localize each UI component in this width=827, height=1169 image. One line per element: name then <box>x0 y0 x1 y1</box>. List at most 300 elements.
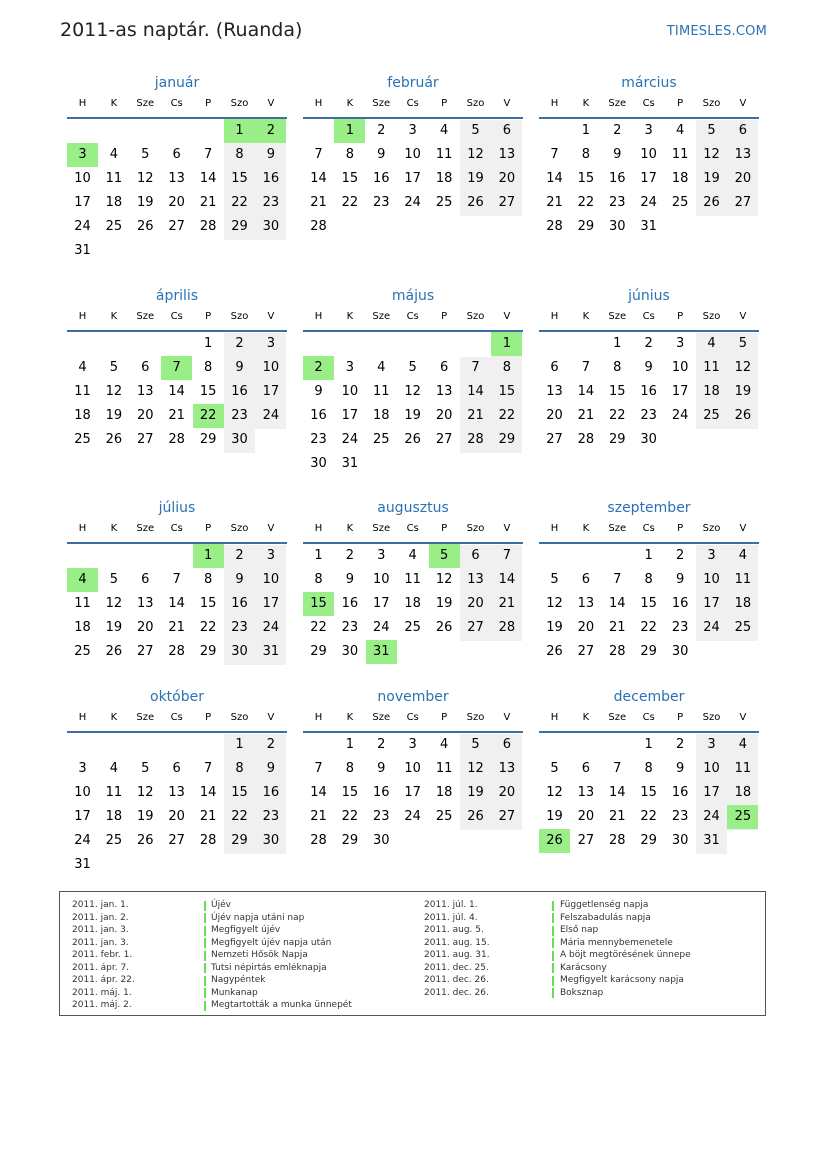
day-cell: 5 <box>471 737 480 752</box>
day-cell: 28 <box>609 833 626 848</box>
day-cell: 20 <box>498 785 516 800</box>
day-cell: 29 <box>199 432 217 447</box>
weekday-label: V <box>267 98 275 109</box>
weekday-label: Sze <box>372 712 391 723</box>
day-cell: 3 <box>345 360 355 375</box>
day-cell: 24 <box>74 219 91 234</box>
day-cell: 25 <box>734 620 752 635</box>
day-cell: 19 <box>137 809 154 824</box>
day-cell: 30 <box>373 833 390 848</box>
day-cell: 3 <box>78 761 87 776</box>
legend-date: 2011. jan. 1. <box>72 900 129 910</box>
day-cell: 13 <box>137 596 154 611</box>
day-cell: 10 <box>373 572 390 587</box>
legend-holiday-name: Újév napja utáni nap <box>211 912 305 923</box>
weekday-label: K <box>346 712 354 723</box>
weekday-label: H <box>550 311 559 322</box>
legend-holiday-name: Első nap <box>560 925 599 935</box>
weekday-label: K <box>582 523 590 534</box>
day-cell: 12 <box>546 596 563 611</box>
day-cell: 18 <box>703 384 720 399</box>
day-cell: 24 <box>703 809 720 824</box>
weekday-label: H <box>550 712 559 723</box>
day-cell: 22 <box>640 620 657 635</box>
day-cell: 2 <box>235 548 244 563</box>
day-cell: 23 <box>609 195 626 210</box>
weekday-label: V <box>267 712 275 723</box>
holiday-day-cell: 2 <box>303 356 334 380</box>
day-cell: 27 <box>168 833 185 848</box>
day-cell: 4 <box>109 761 119 776</box>
weekday-label: P <box>677 311 684 322</box>
day-cell: 1 <box>613 336 622 351</box>
day-cell: 22 <box>199 620 217 635</box>
day-cell: 13 <box>168 171 185 186</box>
weekday-label: K <box>110 98 118 109</box>
weekday-label: Sze <box>372 523 391 534</box>
day-cell: 3 <box>707 548 716 563</box>
day-cell: 9 <box>644 360 653 375</box>
weekday-label: H <box>550 523 559 534</box>
weekday-label: K <box>110 311 118 322</box>
page-title: 2011-as naptár. (Ruanda) <box>60 19 303 41</box>
weekday-label: Szo <box>466 98 485 109</box>
day-cell: 30 <box>231 644 248 659</box>
day-cell: 21 <box>609 620 626 635</box>
day-cell: 3 <box>408 123 417 138</box>
day-cell: 9 <box>675 761 685 776</box>
day-cell: 14 <box>168 384 185 399</box>
legend-marker <box>204 963 206 973</box>
day-cell: 31 <box>262 644 280 659</box>
weekday-label: V <box>267 523 275 534</box>
weekday-label: P <box>677 712 684 723</box>
day-cell: 29 <box>640 644 657 659</box>
day-cell: 10 <box>341 384 359 399</box>
day-cell: 19 <box>105 620 123 635</box>
day-cell: 30 <box>310 456 327 471</box>
day-cell: 12 <box>467 761 484 776</box>
day-cell: 22 <box>577 195 595 210</box>
day-cell: 29 <box>310 644 327 659</box>
day-cell: 13 <box>137 384 154 399</box>
day-cell: 14 <box>498 572 516 587</box>
day-cell: 30 <box>262 833 280 848</box>
day-cell: 17 <box>262 596 280 611</box>
day-cell: 26 <box>467 195 484 210</box>
weekday-label: Cs <box>170 523 183 534</box>
day-cell: 3 <box>707 737 716 752</box>
day-cell: 9 <box>675 572 685 587</box>
day-cell: 11 <box>734 572 752 587</box>
holiday-day-cell: 26 <box>539 829 570 853</box>
day-cell: 6 <box>172 761 181 776</box>
day-cell: 15 <box>341 785 359 800</box>
day-cell: 14 <box>310 785 327 800</box>
day-cell: 19 <box>734 384 752 399</box>
weekday-label: Sze <box>372 98 391 109</box>
holiday-day-cell: 25 <box>727 805 758 829</box>
legend-holiday-name: Megfigyelt újév napja után <box>211 937 332 948</box>
day-cell: 25 <box>435 809 453 824</box>
day-cell: 10 <box>74 171 91 186</box>
day-cell: 17 <box>404 171 421 186</box>
site-link[interactable]: TIMESLES.COM <box>666 24 767 39</box>
legend-holiday-name: Munkanap <box>211 987 258 998</box>
legend-marker <box>204 976 206 986</box>
weekday-label: P <box>205 311 212 322</box>
holiday-day-cell: 3 <box>67 143 98 167</box>
day-cell: 22 <box>609 408 626 423</box>
day-cell: 19 <box>105 408 123 423</box>
legend-marker <box>552 988 554 998</box>
day-cell: 28 <box>310 219 327 234</box>
weekday-label: Szo <box>702 523 721 534</box>
day-cell: 26 <box>435 620 453 635</box>
holiday-day-cell: 4 <box>67 568 98 592</box>
legend-holiday-name: Felszabadulás napja <box>560 912 651 923</box>
day-cell: 11 <box>74 384 91 399</box>
day-cell: 15 <box>609 384 626 399</box>
day-cell: 20 <box>137 408 154 423</box>
day-cell: 16 <box>262 171 280 186</box>
day-cell: 19 <box>467 171 484 186</box>
day-cell: 17 <box>74 809 91 824</box>
day-cell: 29 <box>341 833 359 848</box>
day-cell: 7 <box>471 360 480 375</box>
day-cell: 24 <box>262 408 280 423</box>
day-cell: 7 <box>203 761 213 776</box>
day-cell: 18 <box>74 620 91 635</box>
weekday-label: Sze <box>372 311 391 322</box>
day-cell: 28 <box>168 432 185 447</box>
weekday-label: Szo <box>230 523 249 534</box>
day-cell: 5 <box>109 572 119 587</box>
day-cell: 20 <box>577 620 595 635</box>
weekday-label: Szo <box>466 523 485 534</box>
month-name: május <box>391 288 435 304</box>
weekday-label: H <box>78 523 87 534</box>
day-cell: 7 <box>203 147 213 162</box>
month-name: augusztus <box>377 500 449 516</box>
holiday-day-cell: 1 <box>224 119 255 143</box>
day-cell: 15 <box>577 171 595 186</box>
day-cell: 2 <box>235 336 244 351</box>
day-cell: 2 <box>675 548 685 563</box>
day-cell: 19 <box>137 195 154 210</box>
legend-date: 2011. dec. 26. <box>424 975 489 985</box>
day-cell: 4 <box>675 123 685 138</box>
day-cell: 24 <box>373 620 390 635</box>
weekday-label: Sze <box>136 523 155 534</box>
day-cell: 1 <box>314 548 323 563</box>
day-cell: 28 <box>546 219 563 234</box>
weekday-label: H <box>78 712 87 723</box>
day-cell: 31 <box>74 857 91 872</box>
weekday-label: Sze <box>608 98 627 109</box>
day-cell: 7 <box>581 360 591 375</box>
day-cell: 21 <box>310 195 327 210</box>
weekday-label: V <box>267 311 275 322</box>
legend-date: 2011. júl. 1. <box>424 900 478 910</box>
day-cell: 25 <box>74 432 91 447</box>
day-cell: 4 <box>78 360 87 375</box>
day-cell: 12 <box>137 785 154 800</box>
legend-holiday-name: Boksznap <box>560 987 604 998</box>
legend-holiday-name: Nemzeti Hősök Napja <box>211 950 308 960</box>
day-cell: 9 <box>266 761 276 776</box>
day-cell: 11 <box>435 761 453 776</box>
day-cell: 25 <box>373 432 390 447</box>
legend-date: 2011. ápr. 22. <box>72 975 135 985</box>
legend-holiday-name: A böjt megtörésének ünnepe <box>560 950 691 960</box>
day-cell: 18 <box>435 785 453 800</box>
day-cell: 15 <box>341 171 359 186</box>
day-cell: 23 <box>373 195 390 210</box>
weekday-label: H <box>78 311 87 322</box>
day-cell: 20 <box>137 620 154 635</box>
legend-marker <box>204 988 206 998</box>
day-cell: 1 <box>203 336 213 351</box>
holiday-legend <box>59 891 766 1016</box>
day-cell: 24 <box>404 195 421 210</box>
weekday-label: Cs <box>642 98 655 109</box>
day-cell: 19 <box>546 620 563 635</box>
weekday-label: V <box>739 98 747 109</box>
day-cell: 23 <box>341 620 359 635</box>
day-cell: 29 <box>640 833 657 848</box>
weekday-label: H <box>314 712 323 723</box>
day-cell: 6 <box>581 761 591 776</box>
month-name: július <box>158 500 196 516</box>
day-cell: 13 <box>546 384 563 399</box>
day-cell: 6 <box>141 572 150 587</box>
day-cell: 15 <box>199 596 217 611</box>
day-cell: 5 <box>408 360 417 375</box>
legend-marker <box>204 901 206 911</box>
legend-marker <box>552 963 554 973</box>
weekday-label: Szo <box>466 311 485 322</box>
day-cell: 26 <box>546 644 563 659</box>
day-cell: 28 <box>609 644 626 659</box>
legend-marker <box>204 913 206 923</box>
month-name: március <box>621 75 677 91</box>
day-cell: 16 <box>373 785 390 800</box>
legend-marker <box>204 1001 206 1011</box>
day-cell: 13 <box>498 147 516 162</box>
day-cell: 11 <box>435 147 453 162</box>
day-cell: 2 <box>345 548 355 563</box>
day-cell: 19 <box>546 809 563 824</box>
weekday-label: Szo <box>702 311 721 322</box>
day-cell: 30 <box>341 644 359 659</box>
weekday-label: Cs <box>170 98 183 109</box>
day-cell: 23 <box>671 620 689 635</box>
weekday-label: Szo <box>466 712 485 723</box>
legend-holiday-name: Karácsony <box>560 962 607 973</box>
day-cell: 10 <box>703 572 720 587</box>
day-cell: 31 <box>74 243 91 258</box>
day-cell: 30 <box>671 833 689 848</box>
day-cell: 31 <box>703 833 720 848</box>
day-cell: 15 <box>640 596 657 611</box>
day-cell: 11 <box>734 761 752 776</box>
day-cell: 13 <box>734 147 752 162</box>
day-cell: 6 <box>471 548 480 563</box>
day-cell: 8 <box>345 761 355 776</box>
day-cell: 11 <box>703 360 720 375</box>
day-cell: 26 <box>734 408 752 423</box>
day-cell: 26 <box>137 833 154 848</box>
legend-date: 2011. máj. 2. <box>72 1000 132 1010</box>
day-cell: 5 <box>109 360 119 375</box>
weekday-label: K <box>346 311 354 322</box>
holiday-day-cell: 2 <box>255 119 286 143</box>
day-cell: 13 <box>435 384 453 399</box>
day-cell: 21 <box>168 408 185 423</box>
day-cell: 8 <box>235 147 244 162</box>
day-cell: 11 <box>74 596 91 611</box>
day-cell: 18 <box>105 809 123 824</box>
weekday-label: Szo <box>230 712 249 723</box>
day-cell: 29 <box>231 219 248 234</box>
day-cell: 3 <box>408 737 417 752</box>
day-cell: 25 <box>404 620 421 635</box>
day-cell: 24 <box>671 408 689 423</box>
day-cell: 16 <box>231 596 248 611</box>
day-cell: 29 <box>498 432 516 447</box>
day-cell: 26 <box>404 432 421 447</box>
day-cell: 1 <box>235 737 244 752</box>
weekday-label: K <box>582 712 590 723</box>
legend-marker <box>204 926 206 936</box>
day-cell: 30 <box>231 432 248 447</box>
legend-holiday-name: Megtartották a munka ünnepét <box>211 1000 352 1010</box>
day-cell: 4 <box>707 336 716 351</box>
day-cell: 19 <box>404 408 421 423</box>
holiday-day-cell: 31 <box>366 640 397 664</box>
day-cell: 16 <box>231 384 248 399</box>
day-cell: 3 <box>675 336 685 351</box>
weekday-label: P <box>205 98 212 109</box>
day-cell: 17 <box>262 384 280 399</box>
day-cell: 27 <box>577 833 595 848</box>
day-cell: 6 <box>550 360 559 375</box>
legend-holiday-name: Megfigyelt újév <box>211 925 281 935</box>
day-cell: 26 <box>467 809 484 824</box>
weekday-label: Sze <box>136 98 155 109</box>
month-name: október <box>150 689 204 705</box>
weekday-label: Sze <box>608 712 627 723</box>
day-cell: 2 <box>377 123 386 138</box>
weekday-label: K <box>346 98 354 109</box>
day-cell: 18 <box>373 408 390 423</box>
day-cell: 13 <box>168 785 185 800</box>
legend-holiday-name: Nagypéntek <box>211 975 266 985</box>
day-cell: 11 <box>373 384 390 399</box>
day-cell: 9 <box>613 147 622 162</box>
legend-date: 2011. aug. 5. <box>424 925 484 935</box>
day-cell: 24 <box>640 195 657 210</box>
day-cell: 27 <box>498 809 516 824</box>
day-cell: 31 <box>640 219 657 234</box>
day-cell: 23 <box>310 432 327 447</box>
holiday-day-cell: 5 <box>429 544 460 568</box>
month-name: április <box>155 288 199 304</box>
day-cell: 14 <box>199 785 217 800</box>
day-cell: 13 <box>498 761 516 776</box>
day-cell: 14 <box>609 596 626 611</box>
weekday-label: V <box>739 523 747 534</box>
weekday-label: Szo <box>230 311 249 322</box>
legend-date: 2011. máj. 1. <box>72 987 132 998</box>
day-cell: 8 <box>502 360 512 375</box>
day-cell: 11 <box>105 785 123 800</box>
weekday-label: Sze <box>136 311 155 322</box>
day-cell: 12 <box>467 147 484 162</box>
day-cell: 5 <box>550 572 559 587</box>
day-cell: 25 <box>703 408 720 423</box>
day-cell: 13 <box>467 572 484 587</box>
day-cell: 12 <box>703 147 720 162</box>
day-cell: 8 <box>203 360 213 375</box>
weekday-label: Cs <box>642 311 655 322</box>
day-cell: 16 <box>341 596 359 611</box>
month-name: január <box>154 75 200 91</box>
day-cell: 18 <box>74 408 91 423</box>
weekday-label: P <box>441 523 448 534</box>
weekday-label: Sze <box>136 712 155 723</box>
day-cell: 26 <box>105 644 123 659</box>
legend-holiday-name: Újév <box>211 900 231 910</box>
day-cell: 29 <box>199 644 217 659</box>
day-cell: 16 <box>609 171 626 186</box>
day-cell: 10 <box>404 761 421 776</box>
day-cell: 6 <box>581 572 591 587</box>
day-cell: 14 <box>168 596 185 611</box>
day-cell: 3 <box>377 548 386 563</box>
day-cell: 16 <box>310 408 327 423</box>
day-cell: 21 <box>577 408 595 423</box>
day-cell: 20 <box>168 195 185 210</box>
weekday-label: P <box>205 712 212 723</box>
day-cell: 23 <box>640 408 657 423</box>
weekday-label: Cs <box>406 712 419 723</box>
month-name: szeptember <box>607 500 691 516</box>
day-cell: 5 <box>141 761 150 776</box>
day-cell: 24 <box>74 833 91 848</box>
holiday-day-cell: 1 <box>193 544 224 568</box>
day-cell: 27 <box>577 644 595 659</box>
day-cell: 16 <box>671 596 689 611</box>
day-cell: 9 <box>235 360 244 375</box>
day-cell: 29 <box>609 432 626 447</box>
day-cell: 15 <box>640 785 657 800</box>
day-cell: 29 <box>577 219 595 234</box>
day-cell: 27 <box>137 432 154 447</box>
day-cell: 19 <box>703 171 720 186</box>
day-cell: 9 <box>377 761 386 776</box>
weekday-label: V <box>503 712 511 723</box>
day-cell: 14 <box>310 171 327 186</box>
legend-date: 2011. jan. 2. <box>72 912 129 923</box>
day-cell: 24 <box>341 432 359 447</box>
weekday-label: P <box>441 712 448 723</box>
day-cell: 23 <box>262 809 280 824</box>
legend-date: 2011. júl. 4. <box>424 912 478 923</box>
day-cell: 7 <box>502 548 512 563</box>
legend-holiday-name: Függetlenség napja <box>560 900 649 910</box>
